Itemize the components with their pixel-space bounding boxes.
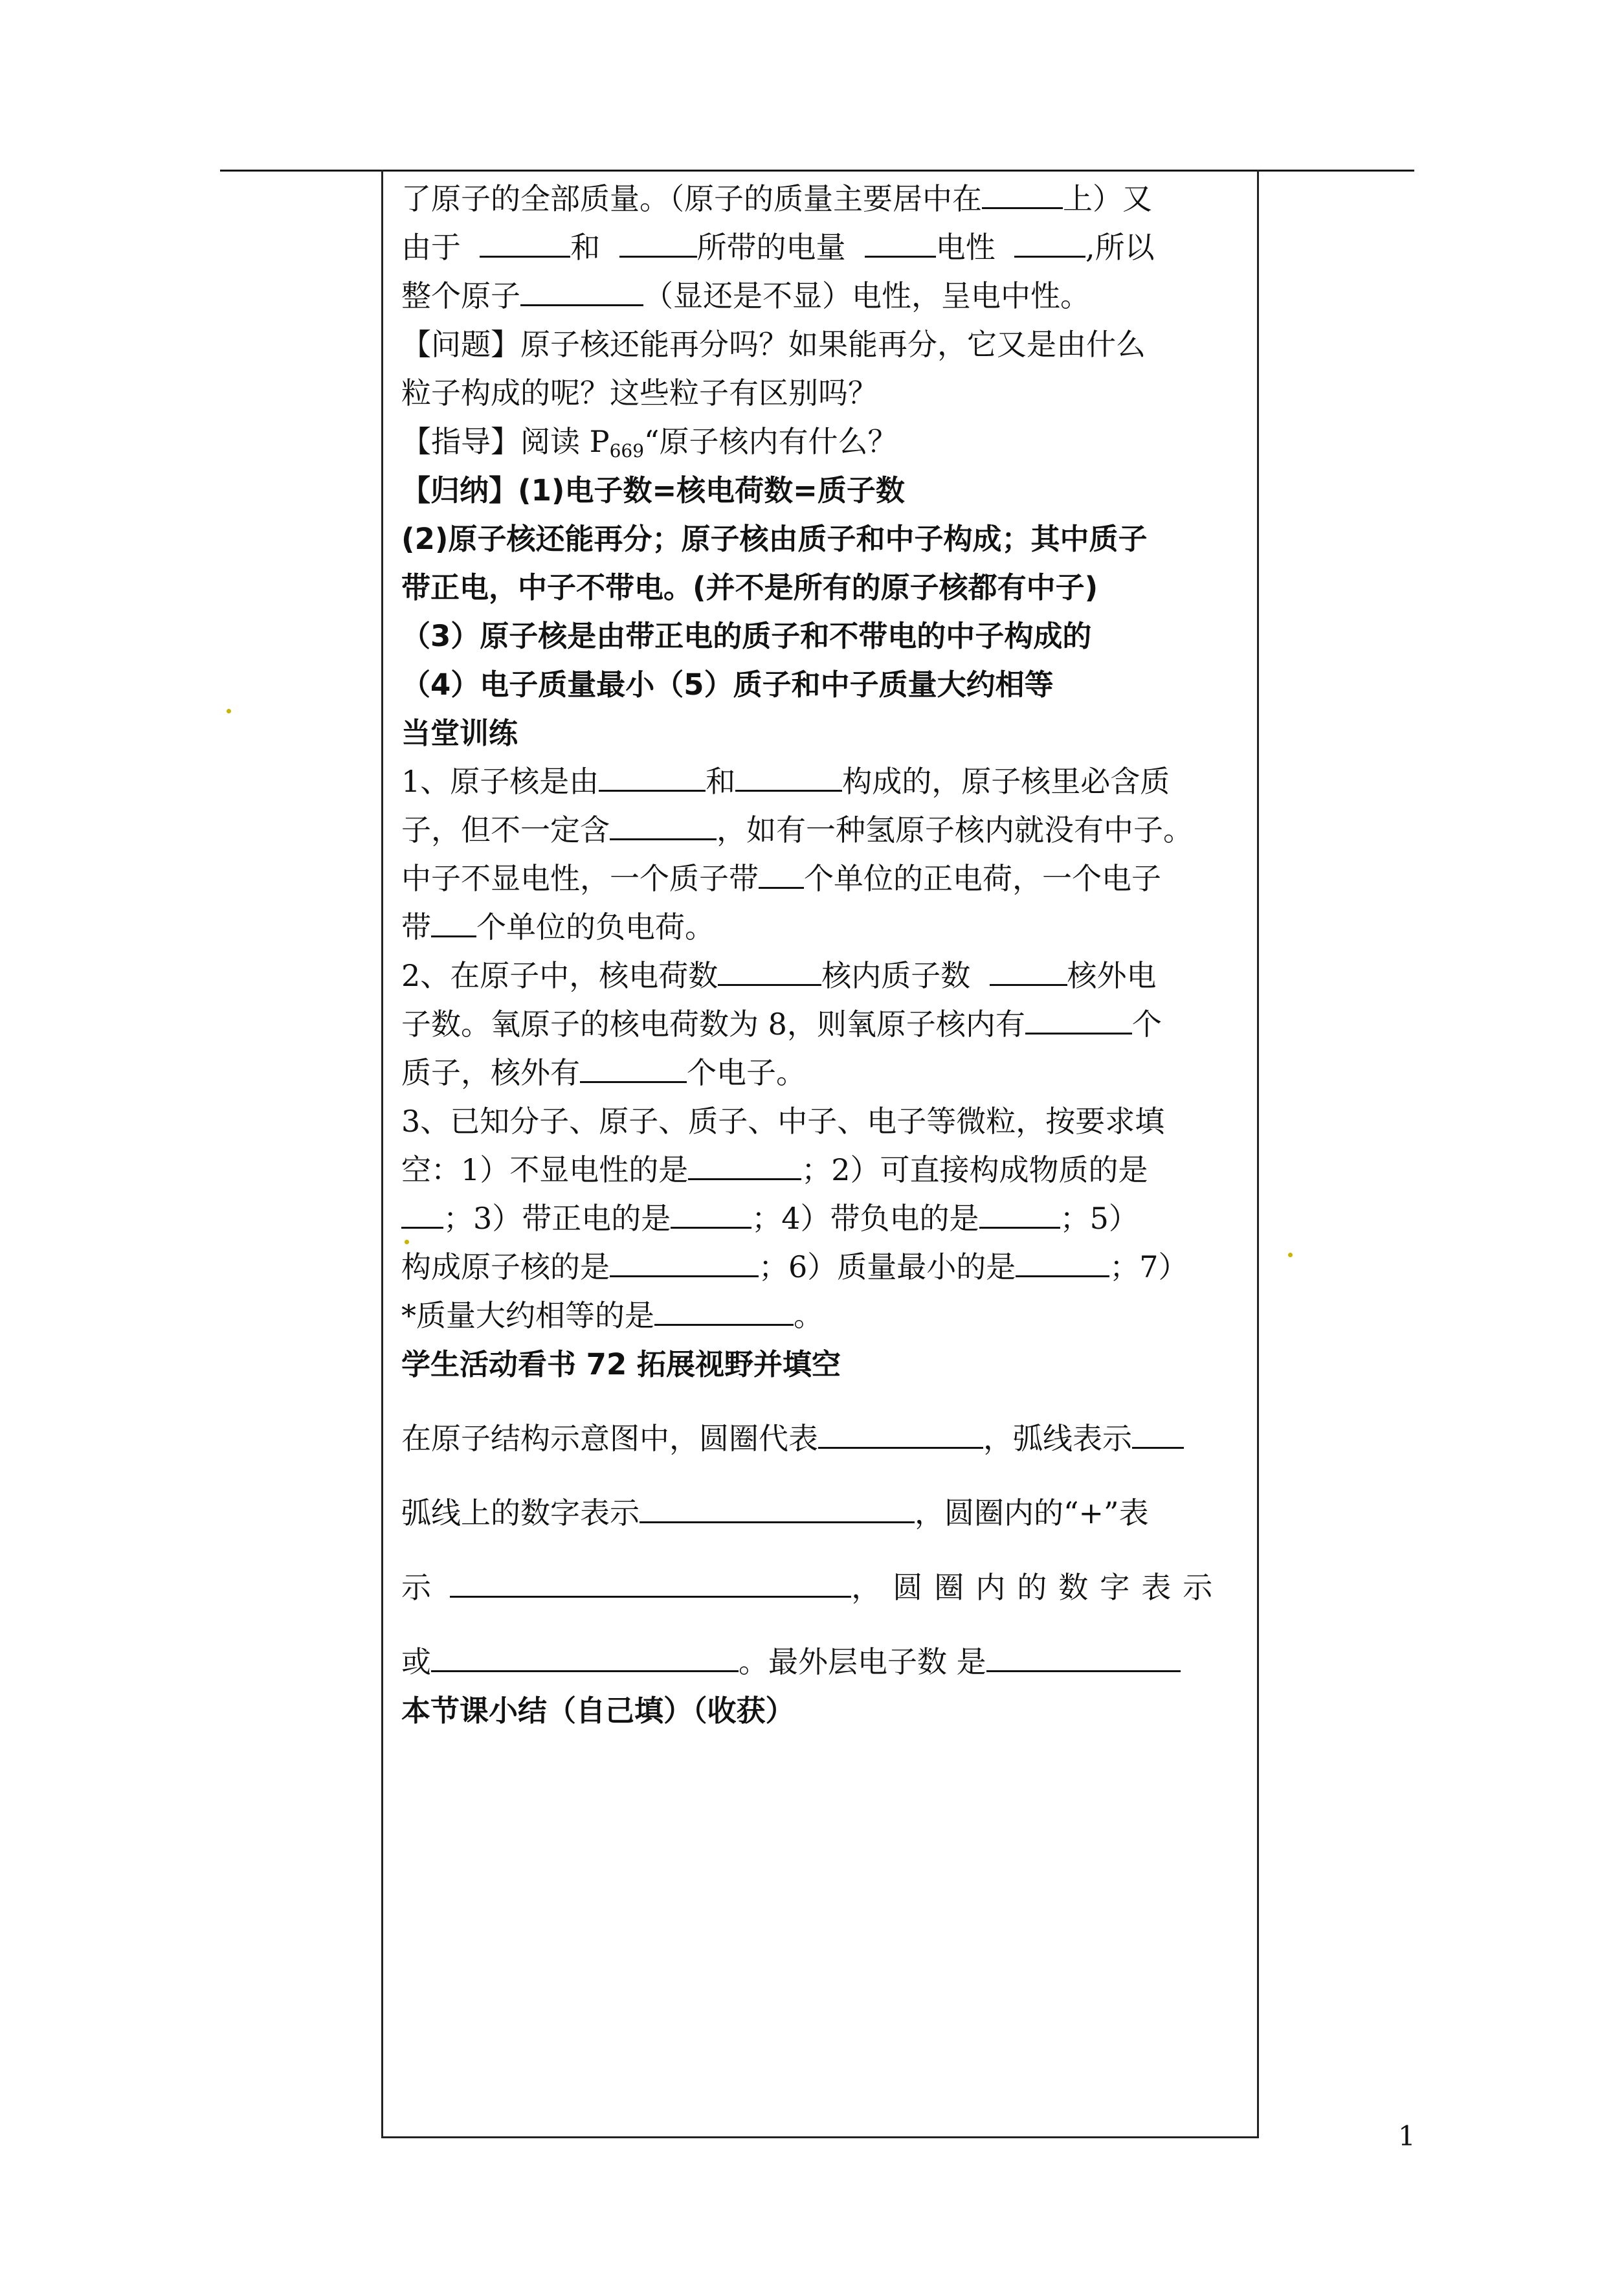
- text: 上）又: [1063, 181, 1152, 216]
- fill-blank[interactable]: [979, 1201, 1060, 1229]
- text-line: [401, 223, 1249, 272]
- text: 电性: [935, 230, 996, 265]
- text: 核外电: [1067, 958, 1157, 993]
- text: 和: [706, 764, 736, 799]
- fill-blank[interactable]: [1014, 230, 1085, 258]
- text: ；2）可直接构成物质的是: [801, 1152, 1148, 1187]
- text: 中子不显电性，一个质子带: [401, 861, 759, 896]
- exercise-line: [401, 1194, 1249, 1243]
- summary-point: （3）原子核是由带正电的质子和不带电的中子构成的: [401, 619, 1092, 653]
- text: ；6）质量最小的是: [759, 1249, 1016, 1284]
- text: ；7）: [1109, 1249, 1188, 1284]
- text: 所带的电量: [696, 230, 846, 265]
- text: 子，但不一定含: [401, 812, 610, 847]
- text: 构成的，原子核里必含质: [842, 764, 1170, 799]
- guide-line: [401, 418, 1249, 466]
- fill-blank[interactable]: [619, 230, 697, 258]
- activity-line: [401, 1563, 1249, 1612]
- text: 或: [401, 1644, 431, 1679]
- exercise-line: [401, 855, 1249, 903]
- text: 个: [1131, 1007, 1162, 1042]
- text: ；5）: [1060, 1201, 1139, 1236]
- exercise-line: [401, 1000, 1249, 1049]
- text: 。最外层电子数 是: [739, 1644, 986, 1679]
- exercise-line: [401, 952, 1249, 1000]
- text: 示: [401, 1570, 431, 1605]
- fill-blank[interactable]: [735, 764, 842, 792]
- fill-blank[interactable]: [1025, 1007, 1132, 1035]
- fill-blank[interactable]: [450, 1570, 851, 1598]
- text: 核内质子数: [821, 958, 971, 993]
- summary-heading: 本节课小结（自己填）（收获）: [401, 1694, 795, 1728]
- fill-blank[interactable]: [818, 1421, 983, 1449]
- activity-line: [401, 1415, 1249, 1463]
- fill-blank[interactable]: [990, 958, 1067, 986]
- fill-blank[interactable]: [671, 1201, 751, 1229]
- fill-blank[interactable]: [599, 764, 706, 792]
- text: 了原子的全部质量。（原子的质量主要居中在: [401, 181, 982, 216]
- text: 带: [401, 910, 431, 945]
- fill-blank[interactable]: [982, 181, 1063, 209]
- text: ，圆圈内的“+”表: [915, 1495, 1149, 1530]
- section-heading: 学生活动看书 72 拓展视野并填空: [401, 1347, 841, 1381]
- fill-blank[interactable]: [401, 1201, 443, 1229]
- worksheet-content: [401, 175, 1249, 1735]
- text: 由于: [401, 230, 461, 265]
- text: 和: [570, 230, 601, 265]
- summary-point: 【归纳】(1)电子数=核电荷数=质子数: [401, 473, 905, 508]
- text: ；4）带负电的是: [751, 1201, 979, 1236]
- fill-blank[interactable]: [986, 1644, 1181, 1672]
- text: ；3）带正电的是: [443, 1201, 671, 1236]
- text: 子数。氧原子的核电荷数为 8，则氧原子核内有: [401, 1007, 1025, 1042]
- exercise-line: 3、已知分子、原子、质子、中子、电子等微粒，按要求填: [401, 1104, 1165, 1139]
- fill-blank[interactable]: [718, 958, 821, 986]
- fill-blank[interactable]: [654, 1298, 794, 1326]
- page-subscript: 669: [609, 440, 645, 462]
- fill-blank[interactable]: [1132, 1421, 1184, 1449]
- text: ，如有一种氢原子核内就没有中子。: [717, 812, 1193, 847]
- summary-point: （4）电子质量最小（5）质子和中子质量大约相等: [401, 667, 1054, 702]
- text: 1、原子核是由: [401, 764, 599, 799]
- activity-line: [401, 1638, 1249, 1686]
- fill-blank[interactable]: [865, 230, 936, 258]
- exercise-line: [401, 1292, 1249, 1340]
- text: 构成原子核的是: [401, 1249, 610, 1284]
- fill-blank[interactable]: [610, 812, 717, 840]
- section-heading: 当堂训练: [401, 716, 518, 750]
- fill-blank[interactable]: [1016, 1249, 1109, 1277]
- activity-line: [401, 1489, 1249, 1538]
- fill-blank[interactable]: [480, 230, 570, 258]
- exercise-line: [401, 903, 1249, 952]
- summary-point: (2)原子核还能再分；原子核由质子和中子构成；其中质子: [401, 522, 1148, 556]
- question-line: 【问题】原子核还能再分吗？如果能再分，它又是由什么: [401, 327, 1146, 362]
- page-number: 1: [1398, 2120, 1416, 2152]
- question-line: 粒子构成的呢？这些粒子有区别吗？: [401, 375, 878, 410]
- fill-blank[interactable]: [580, 1055, 687, 1083]
- text: 。: [794, 1298, 823, 1333]
- speck-mark: [227, 709, 231, 713]
- exercise-line: [401, 1243, 1249, 1292]
- text: 个单位的正电荷，一个电子: [804, 861, 1161, 896]
- exercise-line: [401, 806, 1249, 855]
- text: 整个原子: [401, 278, 520, 313]
- text: ，圆圈内的数字表示: [851, 1570, 1225, 1605]
- summary-point: 带正电，中子不带电。(并不是所有的原子核都有中子): [401, 570, 1098, 605]
- text-line: [401, 272, 1249, 320]
- fill-blank[interactable]: [431, 1644, 739, 1672]
- text: “原子核内有什么？: [644, 424, 898, 459]
- text: 在原子结构示意图中，圆圈代表: [401, 1421, 818, 1456]
- speck-mark: [1288, 1253, 1293, 1257]
- text: 空：1）不显电性的是: [401, 1152, 689, 1187]
- text-line: [401, 175, 1249, 223]
- exercise-line: [401, 1146, 1249, 1194]
- text: 弧线上的数字表示: [401, 1495, 640, 1530]
- text: ,所以: [1085, 230, 1155, 265]
- text: 个电子。: [687, 1055, 806, 1090]
- exercise-line: [401, 1049, 1249, 1097]
- fill-blank[interactable]: [520, 278, 643, 306]
- exercise-line: [401, 757, 1249, 806]
- fill-blank[interactable]: [610, 1249, 759, 1277]
- fill-blank[interactable]: [640, 1495, 915, 1523]
- fill-blank[interactable]: [688, 1152, 801, 1180]
- text: （显还是不显）电性，呈电中性。: [643, 278, 1090, 313]
- text: 质子，核外有: [401, 1055, 580, 1090]
- text: ，弧线表示: [983, 1421, 1132, 1456]
- text: *质量大约相等的是: [401, 1298, 654, 1333]
- fill-blank[interactable]: [431, 910, 476, 937]
- text: 个单位的负电荷。: [476, 910, 715, 945]
- text: 【指导】阅读 P: [401, 424, 610, 459]
- text: 2、在原子中，核电荷数: [401, 958, 718, 993]
- fill-blank[interactable]: [759, 861, 804, 889]
